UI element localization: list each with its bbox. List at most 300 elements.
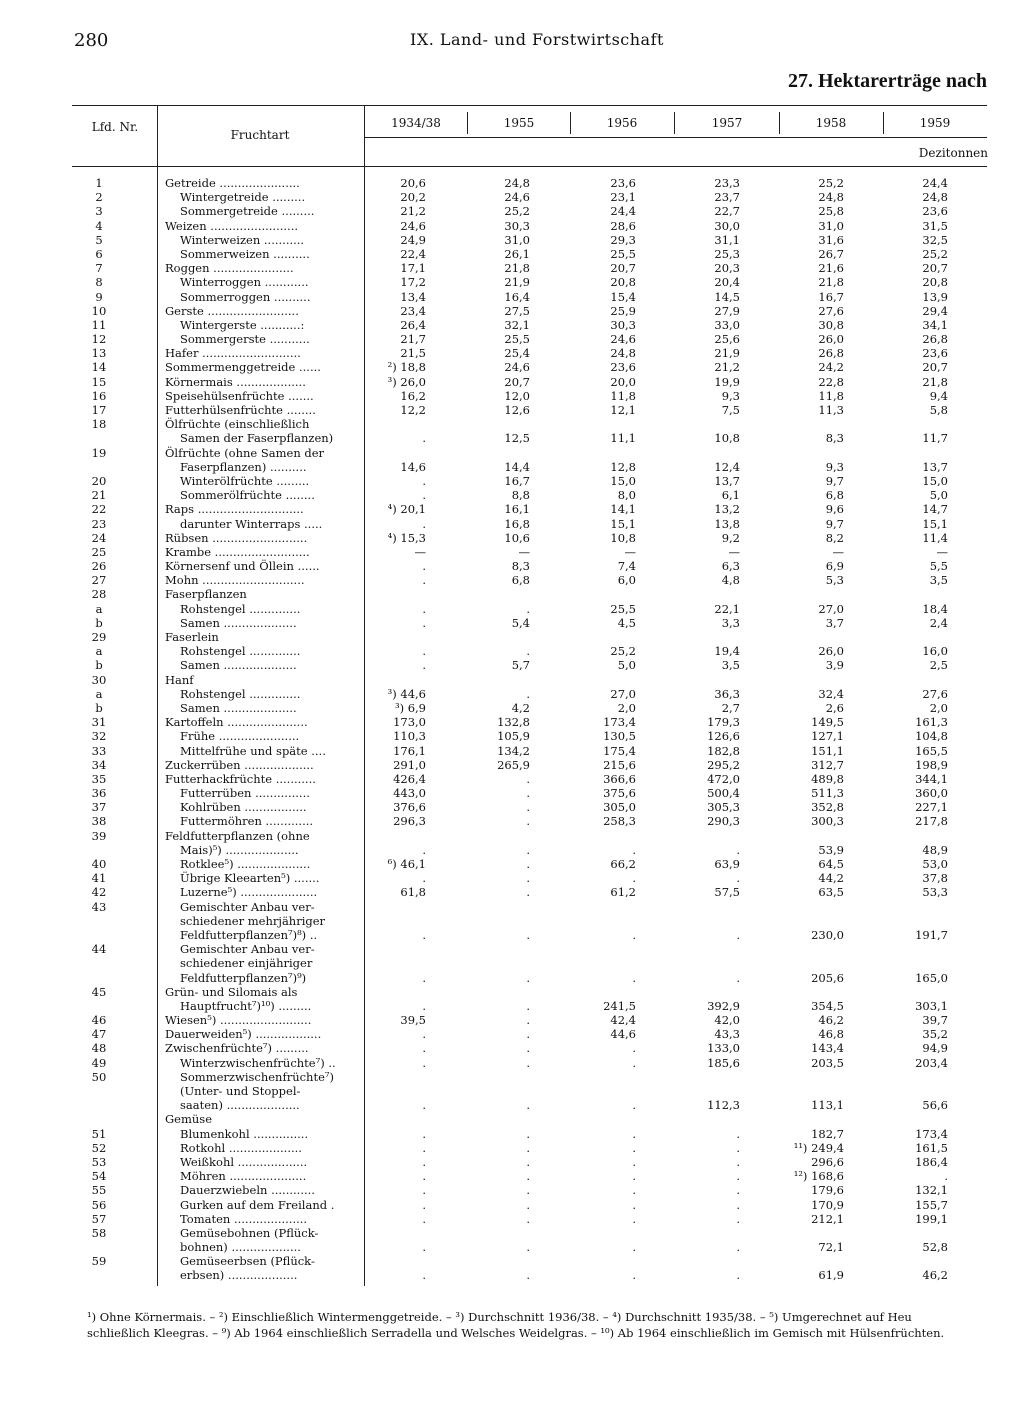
yield-value: 173,4 (915, 1126, 948, 1141)
yield-value: 12,2 (400, 403, 426, 417)
yield-value: 191,7 (915, 927, 948, 942)
yield-value: 25,2 (818, 176, 844, 190)
row-number: 51 (91, 1126, 107, 1141)
yield-value: 6,9 (825, 559, 844, 574)
yield-value: 20,7 (922, 360, 948, 375)
yield-value: . (736, 1140, 740, 1155)
yield-value: 176,1 (393, 743, 426, 758)
crop-name: Samen .................... (180, 658, 297, 673)
crop-name: Mais)⁵) .................... (180, 842, 299, 857)
yield-value: 217,8 (915, 814, 948, 829)
yield-value: 21,8 (504, 261, 530, 276)
yield-value: 10,8 (714, 431, 740, 446)
footnote-line: schließlich Kleegras. – ⁹) Ab 1964 einschließlich Serradella und Welsches Weidelgras. – ¹⁰) Ab 1964 einschließlich im Gemisch mit Hülsenfrüchten. (87, 1326, 945, 1340)
yield-value: . (526, 857, 530, 871)
crop-name: Gemischter Anbau ver- (180, 899, 315, 914)
yield-value: 26,8 (818, 346, 844, 361)
yield-value: 46,2 (818, 1013, 844, 1028)
yield-value: 19,9 (714, 374, 740, 389)
row-number: 41 (91, 871, 107, 886)
yield-value: 32,5 (922, 232, 948, 247)
row-number: 53 (91, 1154, 107, 1169)
col-divider-3 (674, 112, 675, 134)
yield-value: 33,0 (714, 317, 740, 332)
yield-value: 22,8 (818, 374, 844, 389)
yield-value: 179,3 (707, 715, 740, 730)
yield-value: . (736, 927, 740, 942)
header-lfd-nr: Lfd. Nr. (91, 120, 139, 134)
crop-name: Sommerzwischenfrüchte⁷) (180, 1069, 334, 1084)
yield-value: 20,7 (504, 374, 530, 389)
footnote-line: ¹) Ohne Körnermais. – ²) Einschließlich Wintermenggetreide. – ³) Durchschnitt 1936/38. – ⁴) Durchschnitt 1935/38. – ⁵) Umgerechnet auf Heu (87, 1310, 912, 1324)
yield-value: 29,3 (610, 232, 636, 247)
crop-name: Feldfutterpflanzen (ohne (165, 828, 310, 843)
row-number: 40 (91, 857, 107, 871)
yield-value: . (526, 771, 530, 786)
yield-value: 26,8 (922, 332, 948, 347)
crop-name: Hafer ........................... (165, 346, 301, 361)
yield-value: 14,5 (714, 289, 740, 304)
table-row (0, 233, 1024, 247)
row-number: 33 (91, 743, 107, 758)
table-row (0, 900, 1024, 914)
yield-value: 21,6 (818, 261, 844, 276)
yield-value: 23,6 (922, 346, 948, 361)
yield-value: . (526, 1013, 530, 1028)
yield-value: 179,6 (811, 1183, 844, 1198)
yield-value: 12,0 (504, 388, 530, 403)
yield-value: 126,6 (707, 729, 740, 744)
table-row (0, 1268, 1024, 1282)
yield-value: ⁶) 46,1 (387, 857, 426, 871)
table-row (0, 616, 1024, 630)
yield-value: 3,9 (825, 658, 844, 673)
crop-name: Weißkohl ................... (180, 1154, 308, 1169)
row-number: 26 (91, 559, 107, 574)
yield-value: . (526, 1268, 530, 1283)
crop-name: Futterhülsenfrüchte ........ (165, 403, 316, 417)
col-divider-2 (570, 112, 571, 134)
yield-value: . (422, 970, 426, 985)
yield-value: 16,8 (504, 516, 530, 531)
yield-value: 24,4 (922, 176, 948, 190)
crop-name: Gemüseerbsen (Pflück- (180, 1254, 315, 1269)
yield-value: 42,0 (714, 1013, 740, 1028)
yield-value: 57,5 (714, 885, 740, 900)
yield-value: 5,4 (511, 615, 530, 630)
yield-value: 21,9 (714, 346, 740, 361)
yield-value: 8,3 (511, 559, 530, 574)
crop-name: (Unter- und Stoppel- (180, 1084, 301, 1098)
table-row (0, 417, 1024, 431)
row-number: b (95, 700, 103, 715)
yield-value: 63,5 (818, 885, 844, 900)
yield-value: 175,4 (603, 743, 636, 758)
crop-name: Mittelfrühe und späte .... (180, 743, 326, 758)
yield-value: 360,0 (915, 786, 948, 801)
table-row (0, 517, 1024, 531)
table-row (0, 772, 1024, 786)
yield-value: 11,8 (818, 388, 844, 403)
crop-name: schiedener einjähriger (180, 956, 313, 971)
table-row (0, 800, 1024, 814)
yield-value: 30,3 (504, 218, 530, 233)
yield-value: 4,8 (721, 573, 740, 588)
yield-value: 185,6 (707, 1055, 740, 1070)
yield-value: 5,0 (929, 488, 948, 503)
table-body (0, 176, 1024, 1283)
row-number: a (95, 644, 103, 659)
yield-value: 53,0 (922, 857, 948, 871)
yield-value: 9,2 (721, 530, 740, 545)
crop-name: Samen .................... (180, 700, 297, 715)
yield-value: 61,8 (400, 885, 426, 900)
yield-value: 143,4 (811, 1041, 844, 1056)
crop-name: darunter Winterraps ..... (180, 516, 323, 531)
crop-name: Winterzwischenfrüchte⁷) .. (180, 1055, 336, 1070)
yield-value: 61,9 (818, 1268, 844, 1283)
yield-value: 15,0 (610, 473, 636, 488)
crop-name: Rotklee⁵) .................... (180, 857, 311, 871)
crop-name: Gurken auf dem Freiland . (180, 1197, 335, 1212)
yield-value: . (526, 601, 530, 616)
yield-value: 134,2 (497, 743, 530, 758)
crop-name: Futterrüben ............... (180, 786, 310, 801)
yield-value: . (736, 871, 740, 886)
table-row (0, 744, 1024, 758)
yield-value: 25,8 (818, 204, 844, 219)
yield-value: . (422, 658, 426, 673)
yield-value: 133,0 (707, 1041, 740, 1056)
yield-value: . (632, 1240, 636, 1255)
yield-value: 25,2 (504, 204, 530, 219)
yield-value: 24,8 (504, 176, 530, 190)
table-row (0, 673, 1024, 687)
yield-value: 27,6 (818, 303, 844, 318)
yield-value: 6,1 (721, 488, 740, 503)
row-number: 34 (91, 757, 107, 772)
crop-name: Roggen ...................... (165, 261, 294, 276)
yield-value: 27,0 (610, 686, 636, 701)
yield-value: 53,3 (922, 885, 948, 900)
yield-value: 300,3 (811, 814, 844, 829)
yield-value: . (422, 473, 426, 488)
yield-value: 46,2 (922, 1268, 948, 1283)
yield-value: 56,6 (922, 1098, 948, 1113)
row-number: 58 (91, 1225, 107, 1240)
yield-value: 94,9 (922, 1041, 948, 1056)
table-row (0, 1198, 1024, 1212)
yield-value: 12,4 (714, 459, 740, 474)
crop-name: Grün- und Silomais als (165, 984, 298, 999)
row-number: 31 (91, 715, 107, 730)
yield-value: 37,8 (922, 871, 948, 886)
yield-value: 258,3 (603, 814, 636, 829)
yield-value: . (526, 1183, 530, 1198)
yield-value: 11,7 (922, 431, 948, 446)
crop-name: Rohstengel .............. (180, 686, 301, 701)
crop-name: Körnermais ................... (165, 374, 306, 389)
yield-value: 127,1 (811, 729, 844, 744)
yield-value: 8,8 (511, 488, 530, 503)
yield-value: 7,4 (617, 559, 636, 574)
yield-value: 39,7 (922, 1013, 948, 1028)
row-number: 47 (91, 1027, 107, 1042)
yield-value: . (422, 1041, 426, 1056)
yield-value: . (526, 800, 530, 815)
table-row (0, 587, 1024, 601)
row-number: 6 (95, 246, 103, 261)
yield-value: 15,1 (922, 516, 948, 531)
row-number: 56 (91, 1197, 107, 1212)
yield-value: 8,2 (825, 530, 844, 545)
yield-value: 305,3 (707, 800, 740, 815)
crop-name: Dauerzwiebeln ............ (180, 1183, 315, 1198)
yield-value: 198,9 (915, 757, 948, 772)
yield-value: . (422, 1169, 426, 1184)
yield-value: — (624, 544, 636, 559)
yield-value: 15,0 (922, 473, 948, 488)
row-number: 23 (91, 516, 107, 531)
table-row (0, 729, 1024, 743)
yield-value: . (422, 1027, 426, 1042)
yield-value: 20,3 (714, 261, 740, 276)
row-number: 19 (91, 445, 107, 460)
yield-value: 489,8 (811, 771, 844, 786)
table-row (0, 1027, 1024, 1041)
yield-value: 14,6 (400, 459, 426, 474)
table-row (0, 1254, 1024, 1268)
yield-value: 165,5 (915, 743, 948, 758)
yield-value: 21,8 (922, 374, 948, 389)
yield-value: . (632, 1154, 636, 1169)
table-row (0, 360, 1024, 374)
yield-value: 3,5 (721, 658, 740, 673)
yield-value: 296,3 (393, 814, 426, 829)
row-number: 20 (91, 473, 107, 488)
yield-value: 27,9 (714, 303, 740, 318)
yield-value: 48,9 (922, 842, 948, 857)
yield-value: 11,8 (610, 388, 636, 403)
crop-name: Rotkohl .................... (180, 1140, 302, 1155)
crop-name: Hanf (165, 672, 194, 687)
row-number: 52 (91, 1140, 107, 1155)
yield-value: 16,2 (400, 388, 426, 403)
row-number: 9 (95, 289, 103, 304)
yield-value: . (632, 970, 636, 985)
yield-value: . (632, 1169, 636, 1184)
row-number: 48 (91, 1041, 107, 1056)
yield-value: . (422, 559, 426, 574)
yield-value: 18,4 (922, 601, 948, 616)
yield-value: 13,7 (714, 473, 740, 488)
yield-value: 17,1 (400, 261, 426, 276)
table-row (0, 1183, 1024, 1197)
yield-value: 105,9 (497, 729, 530, 744)
table-row (0, 658, 1024, 672)
yield-value: . (526, 786, 530, 801)
yield-value: 13,7 (922, 459, 948, 474)
row-number: 39 (91, 828, 107, 843)
table-row (0, 630, 1024, 644)
row-number: 30 (91, 672, 107, 687)
yield-value: 290,3 (707, 814, 740, 829)
yield-value: . (736, 1197, 740, 1212)
yield-value: . (632, 1055, 636, 1070)
yield-value: 19,4 (714, 644, 740, 659)
table-row (0, 1127, 1024, 1141)
yield-value: 5,7 (511, 658, 530, 673)
yield-value: 21,5 (400, 346, 426, 361)
row-number: 42 (91, 885, 107, 900)
yield-value: 25,3 (714, 246, 740, 261)
crop-name: saaten) .................... (180, 1098, 300, 1113)
yield-value: . (422, 1211, 426, 1226)
table-row (0, 971, 1024, 985)
yield-value: 3,5 (929, 573, 948, 588)
row-number: 8 (95, 275, 103, 290)
yield-value: 30,8 (818, 317, 844, 332)
yield-value: 203,5 (811, 1055, 844, 1070)
yield-value: 26,4 (400, 317, 426, 332)
yield-value: 6,0 (617, 573, 636, 588)
table-row (0, 701, 1024, 715)
yield-value: . (526, 1027, 530, 1042)
yield-value: 31,6 (818, 232, 844, 247)
yield-value: 3,7 (825, 615, 844, 630)
yield-value: . (632, 1098, 636, 1113)
crop-name: Ölfrüchte (ohne Samen der (165, 445, 325, 460)
yield-value: 161,3 (915, 715, 948, 730)
yield-value: 27,5 (504, 303, 530, 318)
yield-value: 22,1 (714, 601, 740, 616)
yield-value: . (526, 998, 530, 1013)
crop-name: Sommerroggen .......... (180, 289, 311, 304)
crop-name: Wintergerste ...........: (180, 317, 305, 332)
header-bottom-rule (72, 166, 987, 167)
col-divider-5 (883, 112, 884, 134)
yield-value: 26,7 (818, 246, 844, 261)
yield-value: 443,0 (393, 786, 426, 801)
yield-value: 511,3 (811, 786, 844, 801)
yield-value: 296,6 (811, 1154, 844, 1169)
yield-value: . (736, 1154, 740, 1169)
yield-value: . (422, 842, 426, 857)
yield-value: — (728, 544, 740, 559)
yield-value: . (632, 1211, 636, 1226)
crop-name: Hauptfrucht⁷)¹⁰) ......... (180, 998, 312, 1013)
yield-value: . (422, 1140, 426, 1155)
yield-value: 155,7 (915, 1197, 948, 1212)
yield-value: 15,1 (610, 516, 636, 531)
yield-value: 149,5 (811, 715, 844, 730)
row-number: 38 (91, 814, 107, 829)
table-row (0, 403, 1024, 417)
table-row (0, 545, 1024, 559)
yield-value: 16,0 (922, 644, 948, 659)
yield-value: . (526, 1197, 530, 1212)
yield-value: 161,5 (915, 1140, 948, 1155)
yield-value: 66,2 (610, 857, 636, 871)
yield-value: 4,5 (617, 615, 636, 630)
yield-value: . (736, 1211, 740, 1226)
crop-name: Rohstengel .............. (180, 644, 301, 659)
yield-value: 17,2 (400, 275, 426, 290)
yield-value: 20,7 (922, 261, 948, 276)
table-row (0, 1041, 1024, 1055)
crop-name: Gemischter Anbau ver- (180, 942, 315, 957)
yield-value: 21,8 (818, 275, 844, 290)
crop-name: Gemüse (165, 1112, 213, 1127)
yield-value: 9,3 (721, 388, 740, 403)
yield-value: . (632, 871, 636, 886)
yield-value: 23,7 (714, 190, 740, 205)
row-number: 54 (91, 1169, 107, 1184)
yield-value: 9,7 (825, 473, 844, 488)
yield-value: . (526, 1041, 530, 1056)
yield-value: 24,6 (504, 190, 530, 205)
yield-value: 9,3 (825, 459, 844, 474)
yield-value: 173,4 (603, 715, 636, 730)
row-number: 16 (91, 388, 107, 403)
row-number: 32 (91, 729, 107, 744)
crop-name: Faserpflanzen) .......... (180, 459, 307, 474)
yield-value: 24,2 (818, 360, 844, 375)
yield-value: . (422, 516, 426, 531)
yield-value: 43,3 (714, 1027, 740, 1042)
yield-value: . (944, 1169, 948, 1184)
crop-name: Frühe ...................... (180, 729, 300, 744)
yield-value: 104,8 (915, 729, 948, 744)
yield-value: . (632, 1268, 636, 1283)
table-row (0, 928, 1024, 942)
row-number: 4 (95, 218, 103, 233)
row-number: 36 (91, 786, 107, 801)
yield-value: . (632, 1197, 636, 1212)
yield-value: 265,9 (497, 757, 530, 772)
yield-value: 13,4 (400, 289, 426, 304)
yield-value: . (632, 927, 636, 942)
crop-name: Gemüsebohnen (Pflück- (180, 1225, 319, 1240)
yield-value: 32,4 (818, 686, 844, 701)
yield-value: ³) 44,6 (387, 686, 426, 701)
yield-value: 14,7 (922, 502, 948, 517)
table-row (0, 829, 1024, 843)
yield-value: 472,0 (707, 771, 740, 786)
yield-value: . (526, 1055, 530, 1070)
crop-name: Luzerne⁵) ..................... (180, 885, 318, 900)
yield-value: . (526, 1098, 530, 1113)
table-row (0, 985, 1024, 999)
table-row (0, 460, 1024, 474)
yield-value: 20,8 (610, 275, 636, 290)
yield-value: 14,4 (504, 459, 530, 474)
yield-value: 23,1 (610, 190, 636, 205)
table-row (0, 375, 1024, 389)
yield-value: . (526, 644, 530, 659)
yield-value: 24,4 (610, 204, 636, 219)
row-number: 29 (91, 630, 107, 644)
yield-value: 25,5 (610, 246, 636, 261)
crop-name: Tomaten .................... (180, 1211, 308, 1226)
row-number: 12 (91, 332, 107, 347)
header-year: 1958 (815, 116, 847, 130)
table-row (0, 1226, 1024, 1240)
yield-value: 312,7 (811, 757, 844, 772)
table-row (0, 644, 1024, 658)
crop-name: Wiesen⁵) ......................... (165, 1013, 312, 1028)
yield-value: — (832, 544, 844, 559)
